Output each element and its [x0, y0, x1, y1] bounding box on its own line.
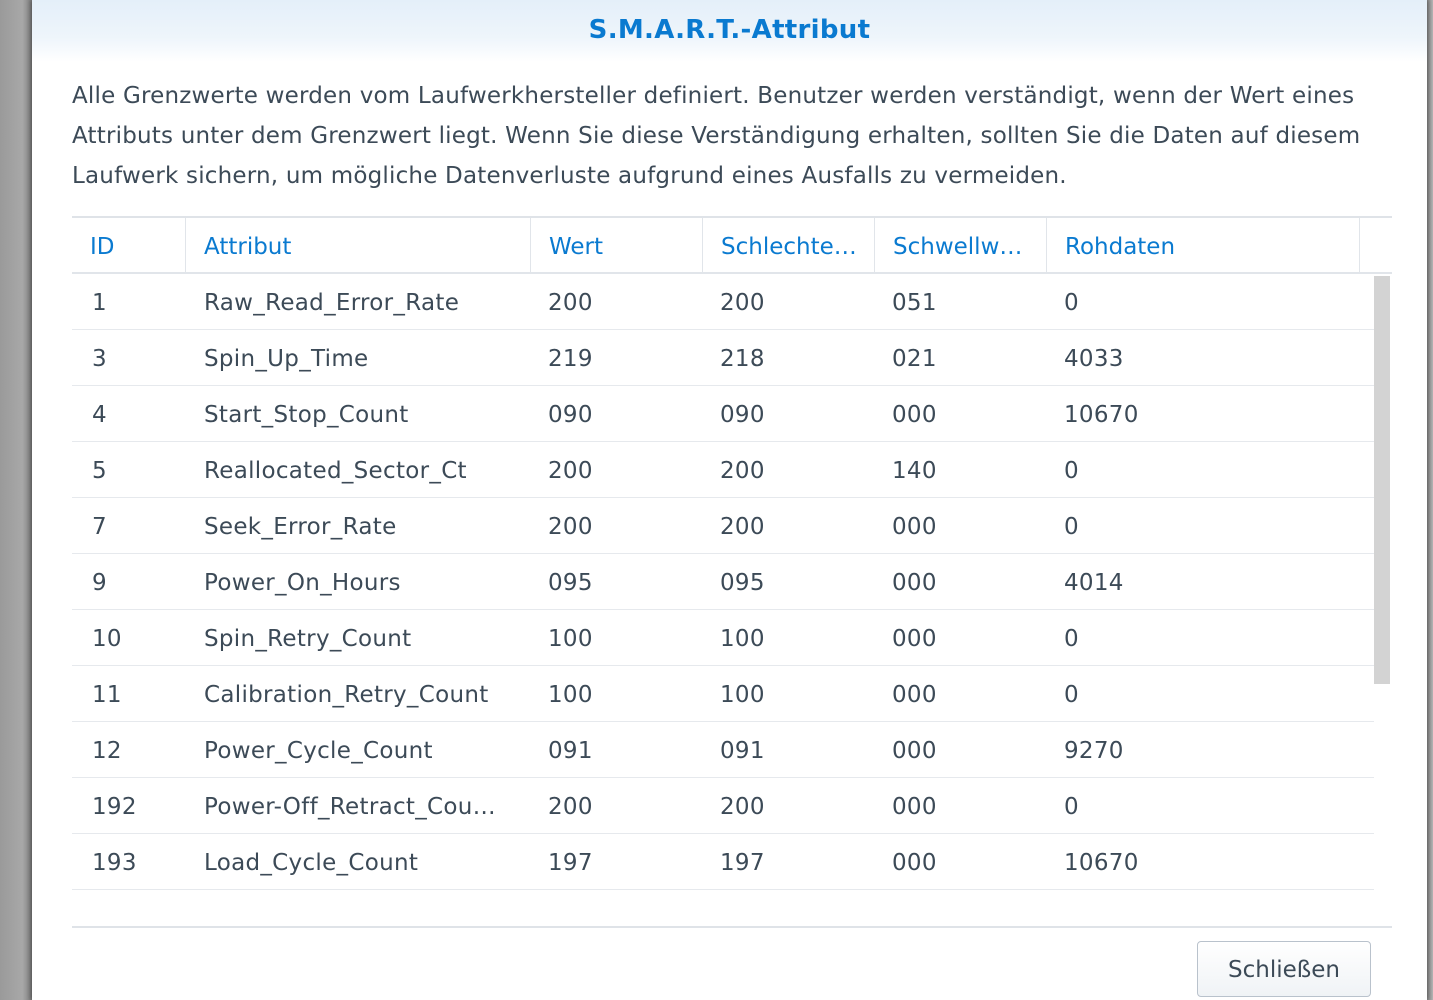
dialog-description: Alle Grenzwerte werden vom Laufwerkhersteller definiert. Benutzer werden verständigt, wenn der Wert eines Attributs unter dem Grenzwert liegt. Wenn Sie diese Verständigung erhalten, sollten Sie die Daten auf diesem Laufwerk sichern, um mögliche Datenverluste aufgrund eines Ausfalls zu vermeiden.: [72, 83, 1361, 189]
cell-worst: 197: [720, 850, 765, 876]
table-row[interactable]: [72, 722, 1392, 778]
cell-value: 200: [548, 794, 593, 820]
cell-worst: 090: [720, 402, 765, 428]
cell-attribute: Calibration_Retry_Count: [204, 682, 489, 708]
cell-worst: 091: [720, 738, 765, 764]
column-header-raw-data[interactable]: Rohdaten: [1047, 218, 1360, 272]
cell-threshold: 000: [892, 794, 937, 820]
dialog-title-bar[interactable]: [32, 0, 1427, 62]
cell-value: 200: [548, 514, 593, 540]
cell-threshold: 000: [892, 626, 937, 652]
table-body[interactable]: [72, 274, 1392, 890]
cell-threshold: 000: [892, 738, 937, 764]
cell-attribute: Start_Stop_Count: [204, 402, 409, 428]
cell-value: 200: [548, 458, 593, 484]
cell-id: 192: [92, 794, 137, 820]
cell-value: 091: [548, 738, 593, 764]
cell-threshold: 140: [892, 458, 937, 484]
cell-worst: 095: [720, 570, 765, 596]
cell-raw-data: 0: [1064, 290, 1079, 316]
table-row[interactable]: [72, 442, 1392, 498]
backdrop-left: [0, 0, 32, 1000]
cell-raw-data: 0: [1064, 626, 1079, 652]
cell-id: 4: [92, 402, 107, 428]
cell-value: 090: [548, 402, 593, 428]
cell-attribute: Raw_Read_Error_Rate: [204, 290, 460, 316]
dialog-title: S.M.A.R.T.-Attribut: [588, 15, 871, 45]
cell-raw-data: 10670: [1064, 402, 1139, 428]
cell-worst: 200: [720, 514, 765, 540]
cell-attribute: Spin_Up_Time: [204, 346, 369, 372]
cell-id: 3: [92, 346, 107, 372]
cell-worst: 218: [720, 346, 765, 372]
cell-attribute: Power-Off_Retract_Cou…: [204, 794, 496, 820]
close-button[interactable]: Schließen: [1197, 941, 1371, 997]
cell-attribute: Power_On_Hours: [204, 570, 401, 596]
table-scrollbar-thumb[interactable]: [1374, 276, 1390, 684]
column-header-value[interactable]: Wert: [531, 218, 703, 272]
backdrop-right: [1427, 0, 1433, 1000]
cell-value: 100: [548, 682, 593, 708]
cell-worst: 200: [720, 458, 765, 484]
cell-threshold: 000: [892, 402, 937, 428]
cell-id: 5: [92, 458, 107, 484]
cell-raw-data: 0: [1064, 514, 1079, 540]
cell-attribute: Power_Cycle_Count: [204, 738, 433, 764]
cell-raw-data: 4033: [1064, 346, 1124, 372]
column-header-worst[interactable]: Schlechte…: [703, 218, 875, 272]
cell-id: 11: [92, 682, 122, 708]
cell-threshold: 021: [892, 346, 937, 372]
column-header-id[interactable]: ID: [72, 218, 186, 272]
cell-raw-data: 9270: [1064, 738, 1124, 764]
cell-value: 200: [548, 290, 593, 316]
cell-threshold: 000: [892, 570, 937, 596]
cell-value: 219: [548, 346, 593, 372]
cell-value: 197: [548, 850, 593, 876]
table-row[interactable]: [72, 610, 1392, 666]
cell-threshold: 000: [892, 682, 937, 708]
table-row[interactable]: [72, 666, 1392, 722]
cell-id: 10: [92, 626, 122, 652]
cell-worst: 100: [720, 626, 765, 652]
cell-id: 12: [92, 738, 122, 764]
table-row[interactable]: [72, 498, 1392, 554]
cell-attribute: Reallocated_Sector_Ct: [204, 458, 467, 484]
cell-raw-data: 10670: [1064, 850, 1139, 876]
smart-attribute-dialog: [32, 0, 1427, 1000]
smart-attribute-table: [72, 216, 1392, 928]
cell-id: 7: [92, 514, 107, 540]
table-row[interactable]: [72, 330, 1392, 386]
cell-threshold: 000: [892, 514, 937, 540]
cell-raw-data: 4014: [1064, 570, 1124, 596]
cell-id: 1: [92, 290, 107, 316]
cell-worst: 100: [720, 682, 765, 708]
table-row[interactable]: [72, 554, 1392, 610]
table-row[interactable]: [72, 274, 1392, 330]
table-row[interactable]: [72, 834, 1392, 890]
cell-value: 095: [548, 570, 593, 596]
cell-threshold: 051: [892, 290, 937, 316]
cell-id: 9: [92, 570, 107, 596]
cell-attribute: Seek_Error_Rate: [204, 514, 397, 540]
cell-id: 193: [92, 850, 137, 876]
cell-value: 100: [548, 626, 593, 652]
cell-threshold: 000: [892, 850, 937, 876]
cell-worst: 200: [720, 290, 765, 316]
table-row[interactable]: [72, 778, 1392, 834]
cell-attribute: Spin_Retry_Count: [204, 626, 412, 652]
cell-worst: 200: [720, 794, 765, 820]
column-header-threshold[interactable]: Schwellw…: [875, 218, 1047, 272]
cell-raw-data: 0: [1064, 682, 1079, 708]
column-header-attribute[interactable]: Attribut: [186, 218, 531, 272]
cell-raw-data: 0: [1064, 458, 1079, 484]
table-row[interactable]: [72, 386, 1392, 442]
cell-attribute: Load_Cycle_Count: [204, 850, 419, 876]
table-header: [72, 218, 1392, 274]
cell-raw-data: 0: [1064, 794, 1079, 820]
